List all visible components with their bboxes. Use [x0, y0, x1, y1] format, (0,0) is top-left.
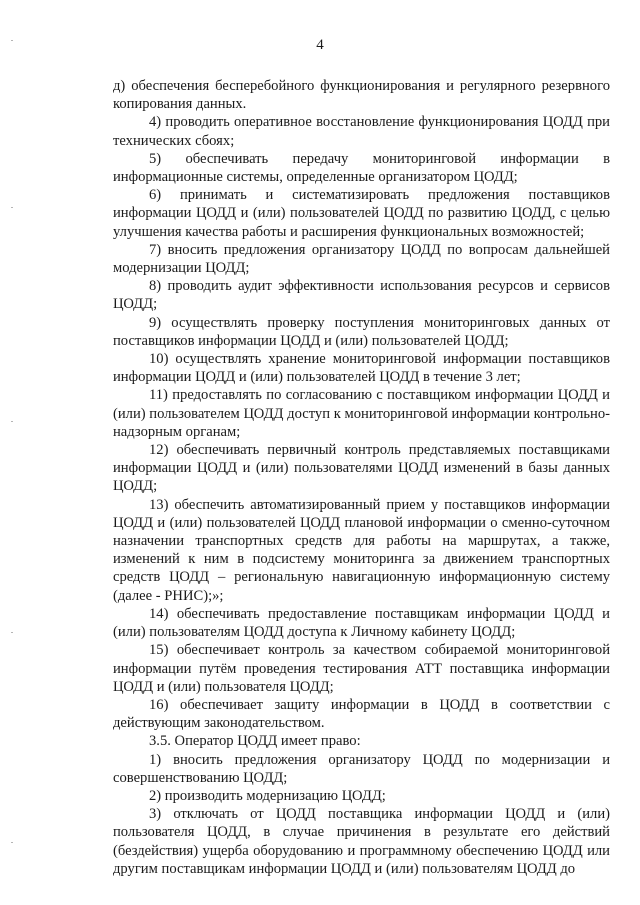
margin-mark — [11, 632, 13, 633]
paragraph-item-10: 10) осуществлять хранение мониторинговой информации поставщиков информации ЦОДД и (или) пользователей ЦОДД в течение 3 лет; — [113, 351, 610, 386]
paragraph-item-5: 5) обеспечивать передачу мониторинговой информации в информационные системы, определенные организатором ЦОДД; — [113, 150, 610, 186]
paragraph-item-15: 15) обеспечивает контроль за качеством собираемой мониторинговой информации путём проведения тестирования АТТ поставщика информации ЦОДД и (или) пользователя ЦОДД; — [113, 642, 610, 695]
document-body — [113, 77, 610, 878]
paragraph-item-12: 12) обеспечивать первичный контроль представляемых поставщиками информации ЦОДД и (или) пользователями ЦОДД изменений в базы данных ЦОДД; — [113, 442, 610, 495]
paragraph-item-9: 9) осуществлять проверку поступления мониторинговых данных от поставщиков информации ЦОДД и (или) пользователей ЦОДД; — [113, 314, 610, 349]
paragraph-item-16: 16) обеспечивает защиту информации в ЦОДД в соответствии с действующим законодательством. — [113, 696, 610, 732]
margin-mark — [11, 842, 13, 843]
paragraph-right-1: 1) вносить предложения организатору ЦОДД по модернизации и совершенствованию ЦОДД; — [113, 751, 610, 786]
paragraph-item-13: 13) обеспечить автоматизированный прием у поставщиков информации ЦОДД и (или) пользователей ЦОДД плановой информации о сменно-суточном назначении транспортных средств для работы на маршрутах, а также, изменений к ним в подсистему мониторинга за движением транспортных средств ЦОДД – региональную навигационную информационную систему (далее - РНИС);»; — [113, 496, 610, 604]
paragraph-d-continuation: д) обеспечения бесперебойного функционирования и регулярного резервного копирования данных. — [113, 78, 610, 113]
paragraph-item-8: 8) проводить аудит эффективности использования ресурсов и сервисов ЦОДД; — [113, 278, 610, 313]
paragraph-item-6: 6) принимать и систематизировать предложения поставщиков информации ЦОДД и (или) пользователей ЦОДД по развитию ЦОДД, с целью улучшения качества работы и расширения функциональных возможностей; — [113, 187, 610, 240]
section-heading-3-5: 3.5. Оператор ЦОДД имеет право: — [149, 733, 361, 750]
paragraph-right-2: 2) производить модернизацию ЦОДД; — [149, 787, 386, 804]
margin-mark — [11, 207, 13, 208]
paragraph-item-14: 14) обеспечивать предоставление поставщикам информации ЦОДД и (или) пользователям ЦОДД доступа к Личному кабинету ЦОДД; — [113, 605, 610, 641]
paragraph-item-4: 4) проводить оперативное восстановление функционирования ЦОДД при технических сбоях; — [113, 114, 610, 149]
paragraph-item-7: 7) вносить предложения организатору ЦОДД по вопросам дальнейшей модернизации ЦОДД; — [113, 241, 610, 277]
page-number: 4 — [316, 37, 324, 53]
paragraph-item-11: 11) предоставлять по согласованию с поставщиком информации ЦОДД и (или) пользователем ЦОДД доступ к мониторинговой информации контрольно-надзорным органам; — [113, 387, 610, 440]
margin-mark — [11, 40, 13, 41]
margin-mark — [11, 421, 13, 422]
paragraph-right-3: 3) отключать от ЦОДД поставщика информации ЦОДД и (или) пользователя ЦОДД, в случае причинения в результате его действий (бездействия) ущерба оборудованию и программному обеспечению ЦОДД или другим поставщикам информации ЦОДД и (или) пользователям ЦОДД до — [113, 806, 610, 877]
